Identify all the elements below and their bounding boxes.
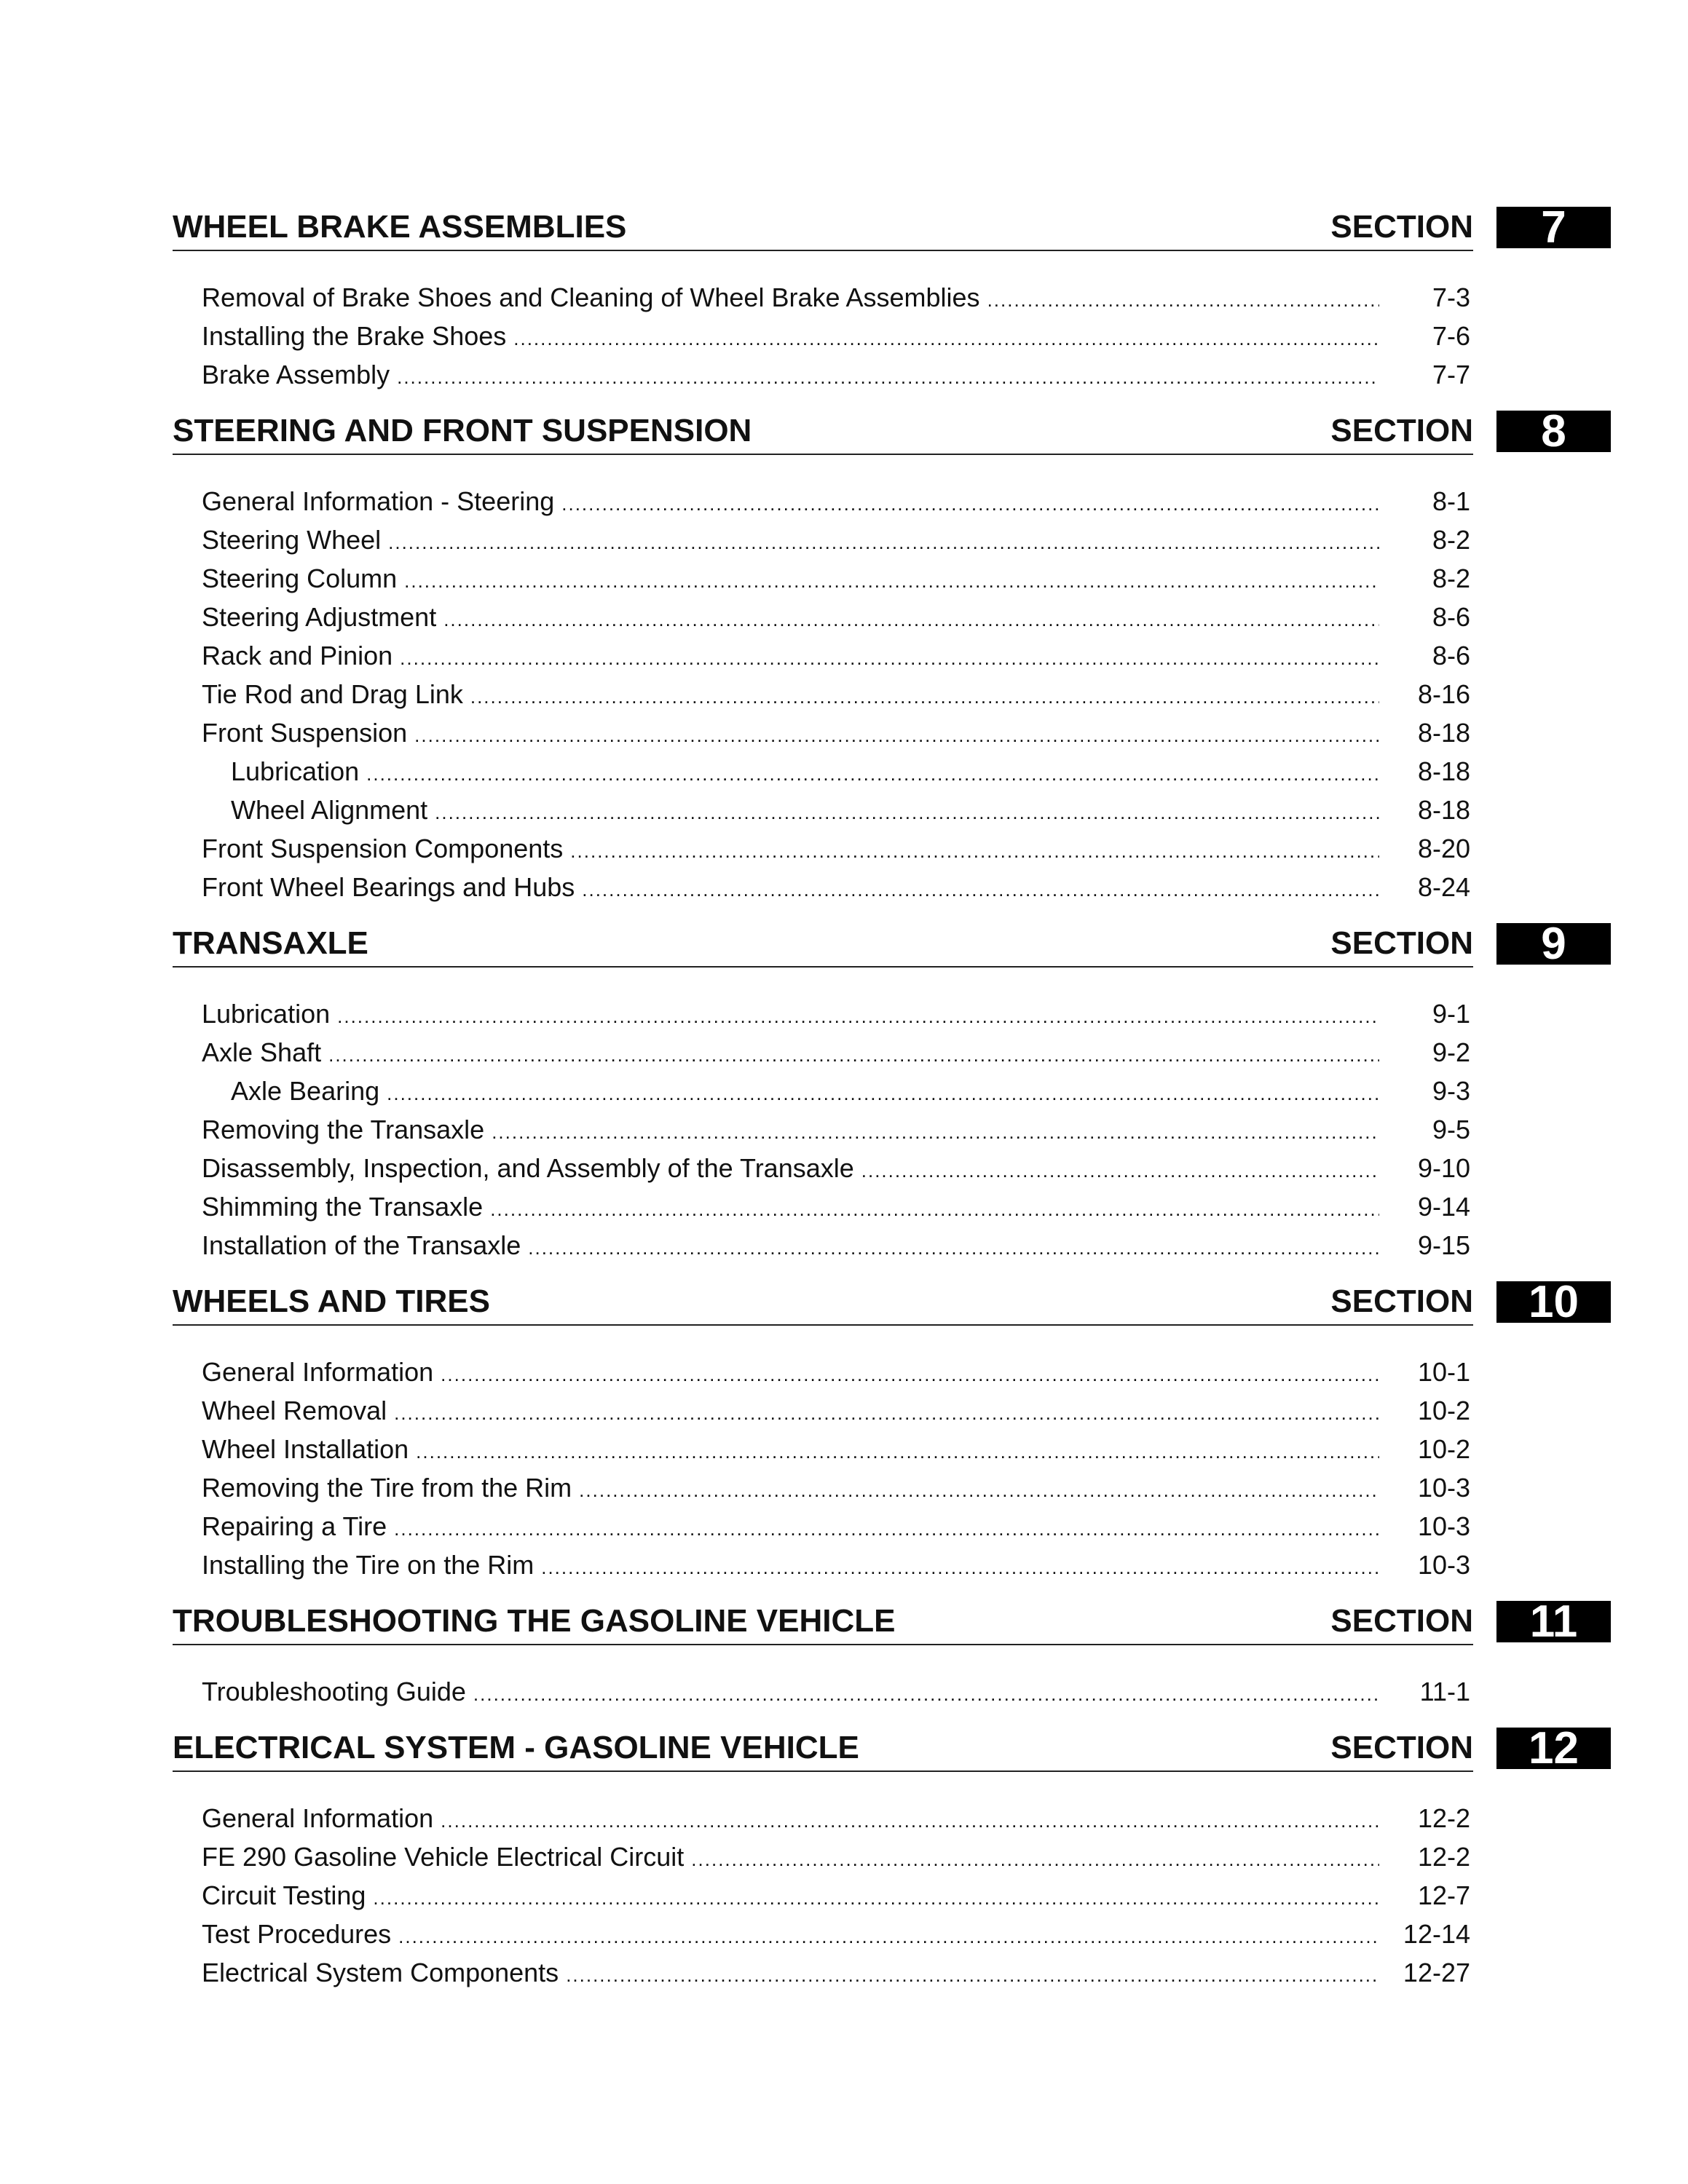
toc-entry[interactable] (173, 1468, 1470, 1507)
toc-entry[interactable] (173, 994, 1470, 1033)
entry-title: Front Wheel Bearings and Hubs (202, 872, 575, 902)
entry-page: 8-16 (1417, 679, 1470, 709)
toc-entry[interactable] (173, 482, 1470, 521)
toc-entry[interactable] (173, 1837, 1470, 1876)
section-number-tab: 9 (1496, 923, 1611, 965)
entry-page: 12-2 (1417, 1842, 1470, 1872)
section-number-tab: 8 (1496, 411, 1611, 452)
toc-entry[interactable] (173, 1876, 1470, 1915)
entry-title: Removing the Transaxle (202, 1115, 485, 1144)
entry-page: 7-3 (1432, 282, 1470, 312)
entry-title: Troubleshooting Guide (202, 1677, 466, 1706)
entry-page: 8-20 (1417, 834, 1470, 863)
section-label: SECTION (1330, 1730, 1473, 1765)
entry-title: Rack and Pinion (202, 641, 393, 670)
entry-page: 12-14 (1403, 1919, 1470, 1949)
toc-entry[interactable] (173, 868, 1470, 906)
section-label: SECTION (1330, 1603, 1473, 1639)
dot-leader (566, 1956, 1379, 1995)
dot-leader (400, 639, 1379, 678)
entry-title: Axle Bearing (231, 1076, 380, 1106)
toc-entry[interactable] (173, 636, 1470, 675)
entry-title: General Information (202, 1357, 434, 1387)
entry-title: Shimming the Transaxle (202, 1192, 484, 1222)
entry-title: Lubrication (231, 756, 360, 786)
entry-page: 10-3 (1417, 1511, 1470, 1541)
section-number-tab: 7 (1496, 207, 1611, 248)
entry-page: 10-1 (1417, 1357, 1470, 1387)
entry-page: 7-6 (1432, 321, 1470, 351)
section-entries (173, 1645, 1473, 1711)
dot-leader (388, 523, 1379, 562)
table-of-contents (173, 202, 1579, 2006)
entry-page: 10-3 (1417, 1473, 1470, 1503)
toc-entry[interactable] (173, 1391, 1470, 1430)
section-header (173, 408, 1473, 455)
section-entries (173, 251, 1473, 394)
entry-page: 8-18 (1417, 795, 1470, 825)
dot-leader (394, 1510, 1379, 1548)
dot-leader (397, 358, 1379, 397)
entry-page: 9-5 (1432, 1115, 1470, 1144)
toc-entry[interactable] (173, 675, 1470, 713)
toc-entry[interactable] (173, 791, 1470, 829)
entry-page: 12-7 (1417, 1880, 1470, 1910)
entry-page: 8-24 (1417, 872, 1470, 902)
section-entries (173, 968, 1473, 1265)
toc-entry[interactable] (173, 1353, 1470, 1391)
dot-leader (373, 1879, 1379, 1918)
toc-entry[interactable] (173, 317, 1470, 355)
toc-section (173, 1723, 1579, 1992)
toc-entry[interactable] (173, 1149, 1470, 1187)
section-header (173, 1725, 1473, 1772)
dot-leader (473, 1675, 1379, 1714)
entry-page: 9-3 (1432, 1076, 1470, 1106)
dot-leader (582, 871, 1379, 909)
toc-entry[interactable] (173, 1430, 1470, 1468)
toc-entry[interactable] (173, 1672, 1470, 1711)
section-title: TROUBLESHOOTING THE GASOLINE VEHICLE (173, 1603, 896, 1639)
dot-leader (861, 1152, 1379, 1190)
section-label: SECTION (1330, 925, 1473, 961)
entry-title: Front Suspension Components (202, 834, 564, 863)
section-label: SECTION (1330, 1283, 1473, 1319)
entry-title: Test Procedures (202, 1919, 392, 1949)
toc-entry[interactable] (173, 1507, 1470, 1546)
entry-title: Removing the Tire from the Rim (202, 1473, 572, 1503)
dot-leader (541, 1548, 1379, 1587)
entry-page: 8-18 (1417, 718, 1470, 748)
toc-entry[interactable] (173, 1953, 1470, 1992)
entry-page: 9-2 (1432, 1037, 1470, 1067)
dot-leader (561, 485, 1379, 523)
entry-page: 8-2 (1432, 525, 1470, 555)
entry-title: Disassembly, Inspection, and Assembly of the Transaxle (202, 1153, 854, 1183)
dot-leader (490, 1190, 1379, 1229)
dot-leader (579, 1471, 1379, 1510)
entry-title: Installing the Tire on the Rim (202, 1550, 535, 1580)
entry-page: 9-15 (1417, 1230, 1470, 1260)
entry-title: Installation of the Transaxle (202, 1230, 521, 1260)
section-header (173, 1279, 1473, 1326)
entry-title: Tie Rod and Drag Link (202, 679, 463, 709)
dot-leader (570, 832, 1379, 871)
entry-page: 8-6 (1432, 602, 1470, 632)
entry-page: 9-1 (1432, 999, 1470, 1029)
entry-title: Steering Wheel (202, 525, 382, 555)
dot-leader (398, 1918, 1379, 1956)
toc-entry[interactable] (173, 1799, 1470, 1837)
entry-page: 8-2 (1432, 563, 1470, 593)
entry-title: General Information - Steering (202, 486, 555, 516)
section-number-tab: 11 (1496, 1601, 1611, 1642)
section-label: SECTION (1330, 209, 1473, 245)
toc-entry[interactable] (173, 1915, 1470, 1953)
entry-title: Removal of Brake Shoes and Cleaning of Wheel Brake Assemblies (202, 282, 980, 312)
dot-leader (441, 1356, 1379, 1394)
section-entries (173, 1326, 1473, 1584)
entry-title: FE 290 Gasoline Vehicle Electrical Circuit (202, 1842, 685, 1872)
section-entries (173, 455, 1473, 906)
toc-entry[interactable] (173, 713, 1470, 752)
dot-leader (387, 1075, 1379, 1113)
toc-section (173, 919, 1566, 1265)
entry-page: 12-2 (1417, 1803, 1470, 1833)
entry-title: Wheel Installation (202, 1434, 409, 1464)
entry-title: Wheel Alignment (231, 795, 428, 825)
entry-title: Circuit Testing (202, 1880, 366, 1910)
entry-title: General Information (202, 1803, 434, 1833)
section-title: TRANSAXLE (173, 925, 368, 961)
dot-leader (366, 755, 1379, 794)
entry-page: 9-10 (1417, 1153, 1470, 1183)
section-header (173, 921, 1473, 968)
dot-leader (441, 1802, 1379, 1840)
dot-leader (443, 601, 1379, 639)
toc-entry[interactable] (173, 752, 1470, 791)
dot-leader (414, 716, 1379, 755)
entry-title: Lubrication (202, 999, 331, 1029)
toc-entry[interactable] (173, 278, 1470, 317)
entry-page: 8-6 (1432, 641, 1470, 670)
section-title: WHEELS AND TIRES (173, 1283, 490, 1319)
section-title: ELECTRICAL SYSTEM - GASOLINE VEHICLE (173, 1730, 859, 1765)
entry-title: Steering Column (202, 563, 398, 593)
section-title: WHEEL BRAKE ASSEMBLIES (173, 209, 627, 245)
toc-entry[interactable] (173, 1187, 1470, 1226)
section-header (173, 205, 1473, 251)
entry-title: Axle Shaft (202, 1037, 322, 1067)
toc-entry[interactable] (173, 829, 1470, 868)
dot-leader (528, 1229, 1379, 1267)
dot-leader (337, 997, 1379, 1036)
entry-title: Wheel Removal (202, 1396, 387, 1425)
toc-entry[interactable] (173, 1072, 1470, 1110)
dot-leader (404, 562, 1379, 601)
entry-page: 10-2 (1417, 1396, 1470, 1425)
section-number-tab: 12 (1496, 1728, 1611, 1769)
toc-entry[interactable] (173, 598, 1470, 636)
section-title: STEERING AND FRONT SUSPENSION (173, 413, 752, 448)
dot-leader (416, 1433, 1379, 1471)
toc-entry[interactable] (173, 559, 1470, 598)
toc-section (173, 1277, 1579, 1584)
toc-entry[interactable] (173, 1033, 1470, 1072)
dot-leader (987, 281, 1379, 320)
toc-section (173, 202, 1566, 394)
entry-title: Steering Adjustment (202, 602, 437, 632)
section-number-tab: 10 (1496, 1281, 1611, 1323)
entry-page: 8-18 (1417, 756, 1470, 786)
entry-page: 10-3 (1417, 1550, 1470, 1580)
entry-title: Front Suspension (202, 718, 408, 748)
entry-page: 10-2 (1417, 1434, 1470, 1464)
dot-leader (470, 678, 1379, 716)
dot-leader (492, 1113, 1379, 1152)
toc-section (173, 406, 1566, 906)
toc-entry[interactable] (173, 521, 1470, 559)
entry-page: 9-14 (1417, 1192, 1470, 1222)
dot-leader (513, 320, 1379, 358)
section-header (173, 1599, 1473, 1645)
section-label: SECTION (1330, 413, 1473, 448)
toc-entry[interactable] (173, 1546, 1470, 1584)
entry-page: 7-7 (1432, 360, 1470, 389)
entry-page: 12-27 (1403, 1958, 1470, 1987)
entry-title: Electrical System Components (202, 1958, 559, 1987)
dot-leader (435, 794, 1379, 832)
entry-page: 8-1 (1432, 486, 1470, 516)
dot-leader (328, 1036, 1379, 1075)
entry-title: Brake Assembly (202, 360, 390, 389)
entry-title: Repairing a Tire (202, 1511, 387, 1541)
section-entries (173, 1772, 1473, 1992)
toc-entry[interactable] (173, 355, 1470, 394)
toc-entry[interactable] (173, 1226, 1470, 1265)
dot-leader (691, 1840, 1379, 1879)
toc-section (173, 1597, 1578, 1711)
entry-page: 11-1 (1419, 1677, 1470, 1706)
toc-entry[interactable] (173, 1110, 1470, 1149)
entry-title: Installing the Brake Shoes (202, 321, 507, 351)
dot-leader (394, 1394, 1379, 1433)
